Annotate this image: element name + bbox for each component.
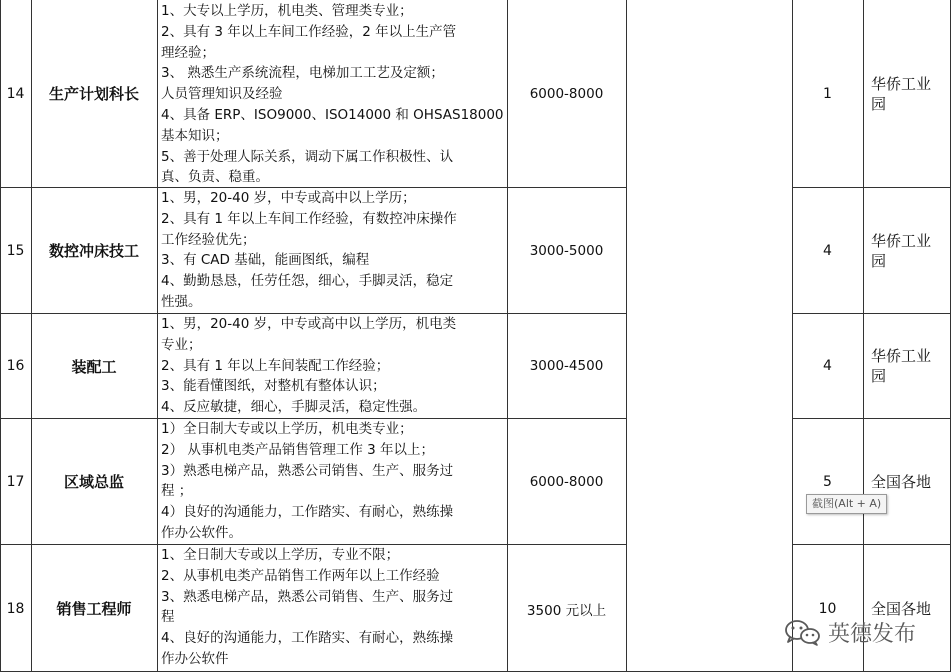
job-title: 装配工 xyxy=(71,357,117,376)
headcount: 5 xyxy=(823,473,832,490)
screenshot-tooltip: 截图(Alt + A) xyxy=(806,494,887,514)
watermark xyxy=(782,618,916,646)
requirement-line: 4、良好的沟通能力，工作踏实、有耐心，熟练操 xyxy=(161,630,454,647)
requirement-line: 3、 熟悉生产系统流程，电梯加工工艺及定额； xyxy=(161,65,444,82)
work-location-text: 全国各地 xyxy=(871,599,932,618)
salary: 3500 元以上 xyxy=(526,602,607,619)
requirement-line: 4、反应敏捷，细心，手脚灵活，稳定性强。 xyxy=(161,399,427,416)
row-number: 17 xyxy=(6,473,25,490)
requirement-line: 1、全日制大专或以上学历，专业不限； xyxy=(161,547,400,563)
work-location-text: 华侨工业园 xyxy=(871,231,932,270)
grid-line xyxy=(0,0,1,672)
requirement-line: 理经验； xyxy=(161,44,215,61)
table-row xyxy=(0,419,951,544)
grid-line xyxy=(863,0,864,672)
job-requirements xyxy=(157,419,507,544)
salary: 3000-5000 xyxy=(529,242,604,259)
work-location xyxy=(863,545,951,672)
headcount: 10 xyxy=(818,600,837,617)
work-location-text: 华侨工业园 xyxy=(871,347,932,385)
headcount: 4 xyxy=(823,242,832,259)
grid-line xyxy=(507,0,508,672)
requirement-line: 2、具有 1 年以上车间装配工作经验； xyxy=(161,357,390,374)
requirement-line: 1）全日制大专或以上学历，机电类专业； xyxy=(161,421,413,437)
grid-line xyxy=(792,0,793,672)
salary: 6000-8000 xyxy=(529,85,604,102)
job-title: 数控冲床技工 xyxy=(48,242,139,260)
requirement-line: 程 ； xyxy=(161,483,193,500)
requirement-line: 3、有 CAD 基础，能画图纸，编程 xyxy=(161,252,370,269)
requirement-line: 5、善于处理人际关系，调动下属工作积极性、认 xyxy=(161,148,454,165)
row-number: 14 xyxy=(6,85,25,102)
grid-line xyxy=(792,418,951,419)
salary: 6000-8000 xyxy=(529,473,604,490)
grid-line xyxy=(792,313,951,314)
grid-line xyxy=(792,544,951,545)
requirement-line: 人员管理知识及经验 xyxy=(161,86,283,103)
requirement-line: 工作经验优先； xyxy=(161,231,256,248)
requirement-line: 性强。 xyxy=(161,293,202,310)
work-location xyxy=(863,314,951,418)
headcount: 4 xyxy=(823,358,832,374)
work-location xyxy=(863,188,951,313)
requirement-line: 2、具有 1 年以上车间工作经验，有数控冲床操作 xyxy=(161,210,457,227)
row-number: 15 xyxy=(6,242,25,259)
table-row xyxy=(0,0,951,187)
row-number: 16 xyxy=(6,358,25,374)
grid-line xyxy=(626,0,627,672)
requirement-line: 基本知识； xyxy=(161,127,229,144)
requirement-line: 4）良好的沟通能力，工作踏实、有耐心，熟练操 xyxy=(161,504,454,521)
grid-line xyxy=(0,418,627,419)
job-title: 区域总监 xyxy=(63,473,124,491)
requirement-line: 真、负责、稳重。 xyxy=(161,169,269,186)
job-requirements xyxy=(157,545,507,672)
job-title: 销售工程师 xyxy=(56,600,132,618)
grid-line xyxy=(157,0,158,672)
work-location-text: 全国各地 xyxy=(871,472,932,491)
job-requirements xyxy=(157,0,507,187)
grid-line xyxy=(31,0,32,672)
grid-line xyxy=(792,187,951,188)
work-location xyxy=(863,419,951,544)
table-row xyxy=(0,314,951,418)
requirement-line: 3、熟悉电梯产品，熟悉公司销售、生产、服务过 xyxy=(161,588,454,605)
requirement-line: 作办公软件 xyxy=(161,650,229,667)
requirement-line: 1、大专以上学历，机电类、管理类专业； xyxy=(161,3,413,19)
work-location-text: 华侨工业园 xyxy=(871,74,932,113)
salary: 3000-4500 xyxy=(529,358,604,374)
requirement-line: 4、勤勤恳恳，任劳任怨，细心，手脚灵活，稳定 xyxy=(161,273,454,290)
requirement-line: 1、男，20-40 岁，中专或高中以上学历，机电类 xyxy=(161,316,457,332)
requirement-line: 程 xyxy=(161,609,175,626)
row-number: 18 xyxy=(6,600,25,617)
requirement-line: 3、能看懂图纸，对整机有整体认识； xyxy=(161,378,386,395)
job-requirements xyxy=(157,188,507,313)
watermark-text: 英德发布 xyxy=(828,621,917,647)
work-location xyxy=(863,0,951,187)
requirement-line: 2、具有 3 年以上车间工作经验，2 年以上生产管 xyxy=(161,23,457,40)
headcount: 1 xyxy=(823,85,832,102)
requirement-line: 1、男，20-40 岁，中专或高中以上学历； xyxy=(161,190,416,206)
requirement-line: 作办公软件。 xyxy=(161,524,242,541)
grid-line xyxy=(0,313,627,314)
requirement-line: 2） 从事机电类产品销售管理工作 3 年以上； xyxy=(161,441,435,458)
job-title: 生产计划科长 xyxy=(48,85,139,103)
requirement-line: 3）熟悉电梯产品，熟悉公司销售、生产、服务过 xyxy=(161,462,454,479)
requirement-line: 4、具备 ERP、ISO9000、ISO14000 和 OHSAS18000 xyxy=(161,106,504,123)
grid-line xyxy=(0,187,627,188)
job-requirements xyxy=(157,314,507,418)
merged-blank-column xyxy=(627,0,792,672)
table-row xyxy=(0,545,951,672)
requirement-line: 2、从事机电类产品销售工作两年以上工作经验 xyxy=(161,567,440,584)
wechat-icon xyxy=(782,618,822,646)
grid-line xyxy=(0,544,627,545)
table-row xyxy=(0,188,951,313)
requirement-line: 专业； xyxy=(161,336,202,353)
